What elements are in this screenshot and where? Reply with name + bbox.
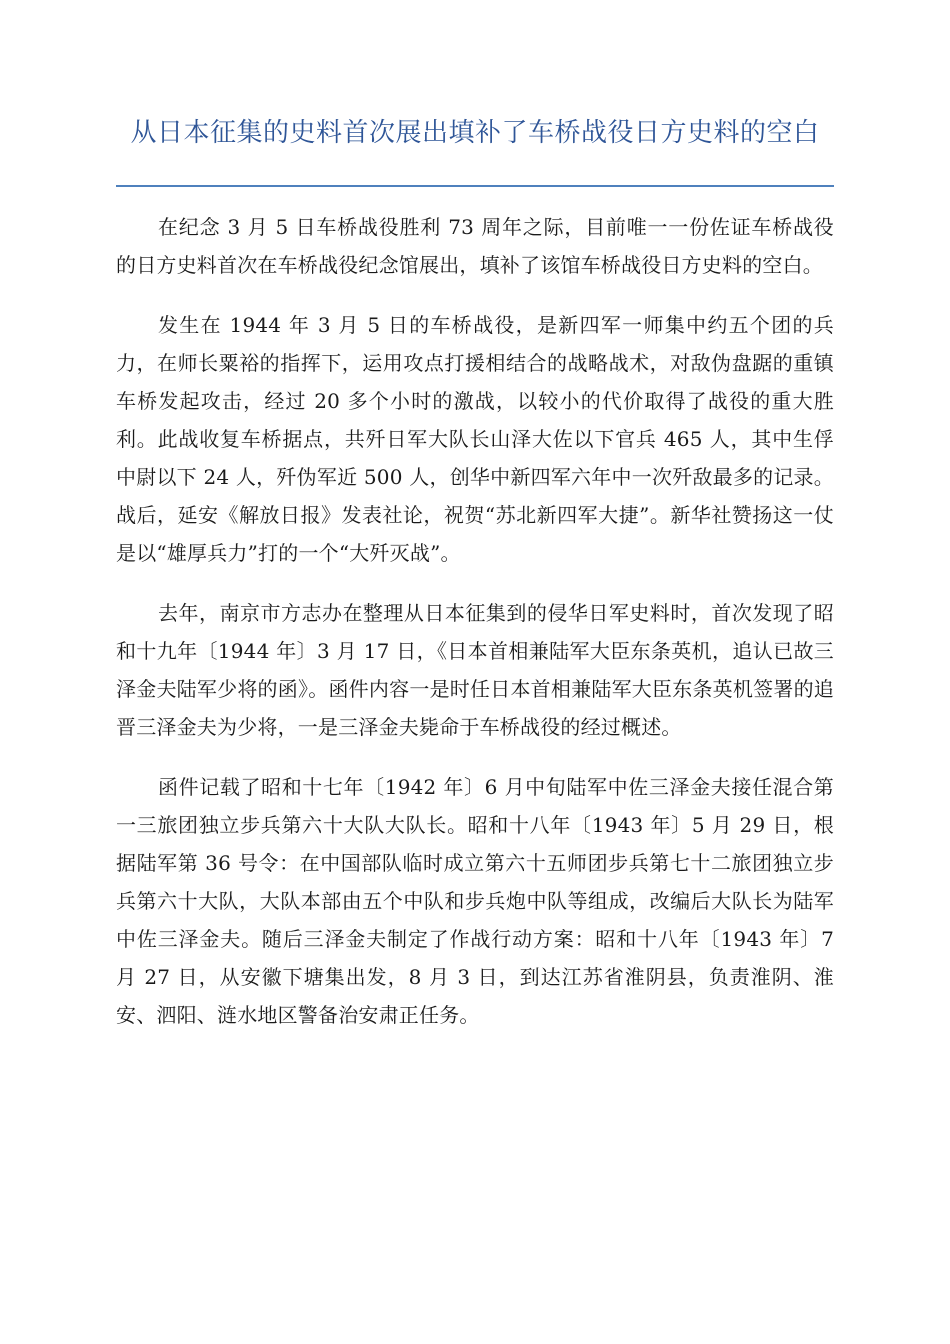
title-underline-divider [116,185,834,187]
paragraph-1: 在纪念 3 月 5 日车桥战役胜利 73 周年之际，目前唯一一份佐证车桥战役的日方史料首次在车桥战役纪念馆展出，填补了该馆车桥战役日方史料的空白。 [116,215,834,277]
paragraph-3: 去年，南京市方志办在整理从日本征集到的侵华日军史料时，首次发现了昭和十九年〔1944 年〕3 月 17 日，《日本首相兼陆军大臣东条英机，追认已故三泽金夫陆军少将的函》。函件内容一是时任日本首相兼陆军大臣东条英机签署的追晋三泽金夫为少将，一是三泽金夫毙命于车桥战役的经过概述。 [116,601,834,739]
paragraph-4: 函件记载了昭和十七年〔1942 年〕6 月中旬陆军中佐三泽金夫接任混合第一三旅团独立步兵第六十大队大队长。昭和十八年〔1943 年〕5 月 29 日，根据陆军第 36 号令：在中国部队临时成立第六十五师团步兵第七十二旅团独立步兵第六十大队，大队本部由五个中队和步兵炮中队等组成，改编后大队长为陆军中佐三泽金夫。随后三泽金夫制定了作战行动方案：昭和十八年〔1943 年〕7 月 27 日，从安徽下塘集出发，8 月 3 日，到达江苏省淮阴县，负责淮阴、淮安、泗阳、涟水地区警备治安肃正任务。 [116,775,834,1027]
paragraph-2: 发生在 1944 年 3 月 5 日的车桥战役，是新四军一师集中约五个团的兵力，在师长粟裕的指挥下，运用攻点打援相结合的战略战术，对敌伪盘踞的重镇车桥发起攻击，经过 20 多个小时的激战，以较小的代价取得了战役的重大胜利。此战收复车桥据点，共歼日军大队长山泽大佐以下官兵 465 人，其中生俘中尉以下 24 人，歼伪军近 500 人，创华中新四军六年中一次歼敌最多的记录。战后，延安《解放日报》发表社论，祝贺“苏北新四军大捷”。新华社赞扬这一仗是以“雄厚兵力”打的一个“大歼灭战”。 [116,313,834,565]
document-body [116,208,834,1056]
document-title: 从日本征集的史料首次展出填补了车桥战役日方史料的空白 [130,118,820,148]
